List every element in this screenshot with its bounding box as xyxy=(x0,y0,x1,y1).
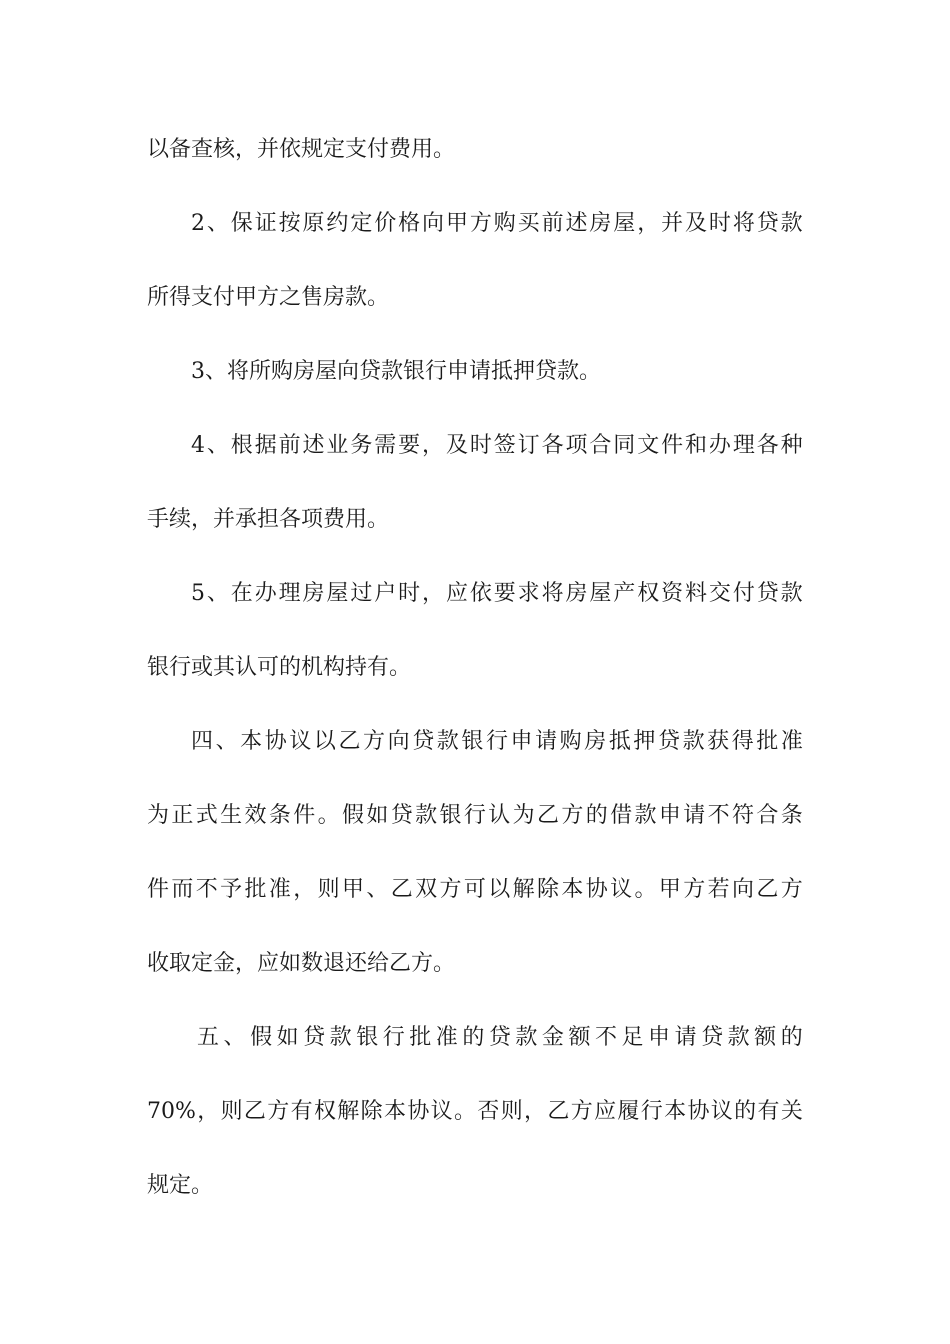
text-line-14: 70% ， 则 乙 方 有 权 解 除 本 协 议 。 否 则 ， 乙 方 应 履 行 本 协 议 的 有 关 xyxy=(147,1099,803,1124)
text-line-5: 4 、 根 据 前 述 业 务 需 要 ， 及 时 签 订 各 项 合 同 文 件 和 办 理 各 种 xyxy=(191,433,803,458)
text-line-8: 银行或其认可的机构持有。 xyxy=(147,655,412,680)
text-line-4: 3、将所购房屋向贷款银行申请抵押贷款。 xyxy=(191,359,601,384)
text-line-2: 2 、 保 证 按 原 约 定 价 格 向 甲 方 购 买 前 述 房 屋 ， 并 及 时 将 贷 款 xyxy=(191,211,803,236)
text-line-6: 手续，并承担各项费用。 xyxy=(147,507,390,532)
text-line-3: 所得支付甲方之售房款。 xyxy=(147,285,390,310)
text-line-7: 5 、 在 办 理 房 屋 过 户 时 ， 应 依 要 求 将 房 屋 产 权 资 料 交 付 贷 款 xyxy=(191,581,803,606)
text-line-9: 四 、 本 协 议 以 乙 方 向 贷 款 银 行 申 请 购 房 抵 押 贷 款 获 得 批 准 xyxy=(191,729,803,754)
text-line-11: 件 而 不 予 批 准 ， 则 甲 、 乙 双 方 可 以 解 除 本 协 议 。 甲 方 若 向 乙 方 xyxy=(147,877,803,902)
text-line-13: 五 、 假 如 贷 款 银 行 批 准 的 贷 款 金 额 不 足 申 请 贷 款 额 的 xyxy=(197,1025,803,1050)
text-line-12: 收取定金，应如数退还给乙方。 xyxy=(147,951,456,976)
text-line-10: 为 正 式 生 效 条 件 。 假 如 贷 款 银 行 认 为 乙 方 的 借 款 申 请 不 符 合 条 xyxy=(147,803,803,828)
text-line-15: 规定。 xyxy=(147,1173,214,1198)
text-line-1: 以备查核，并依规定支付费用。 xyxy=(147,137,456,162)
